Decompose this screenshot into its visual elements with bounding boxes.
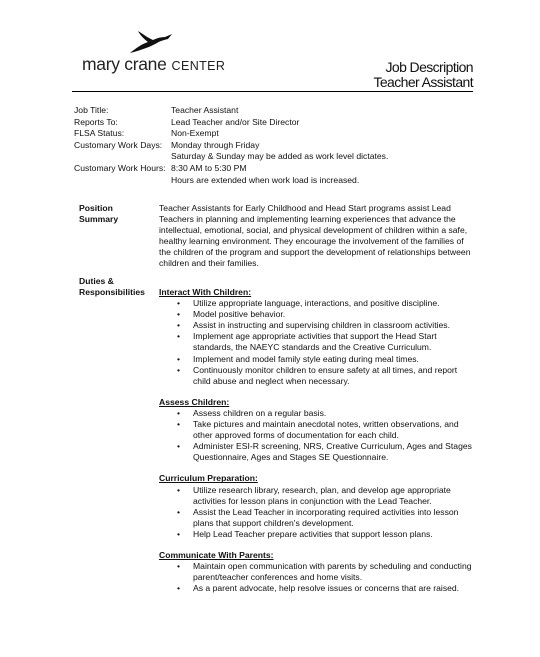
duty-section-title: Assess Children: xyxy=(159,396,230,407)
duty-bullets xyxy=(159,298,474,387)
duty-item: • Take pictures and maintain anecdotal notes, written observations, and other approved forms of documentation for each child. xyxy=(159,419,474,441)
duty-item: • Administer ESI-R screening, NRS, Creative Curriculum, Ages and Stages Questionnaire, Ages and Stages SE Questionnaire. xyxy=(159,441,474,463)
duty-bullets xyxy=(159,561,474,594)
crane-icon xyxy=(128,30,174,54)
position-summary-heading-line2: Summary xyxy=(79,214,119,225)
duty-item: • As a parent advocate, help resolve issues or concerns that are raised. xyxy=(159,583,474,594)
duty-section-parents xyxy=(159,550,474,594)
duty-item: • Assist the Lead Teacher in incorporating required activities into lesson plans that support children's development. xyxy=(159,507,474,529)
duty-section-curriculum xyxy=(159,473,474,540)
info-value: Saturday & Sunday may be added as work level dictates. xyxy=(171,151,389,162)
duty-item: • Help Lead Teacher prepare activities that support lesson plans. xyxy=(159,529,474,540)
info-value: Monday through Friday xyxy=(171,139,260,150)
info-label: FLSA Status: xyxy=(74,128,125,139)
position-summary-heading xyxy=(79,203,118,225)
duty-item: • Implement and model family style eating during meal times. xyxy=(159,354,474,365)
duty-section-title: Interact With Children: xyxy=(159,287,252,297)
info-row xyxy=(74,175,388,187)
info-row xyxy=(74,128,388,140)
info-value: Hours are extended when work load is increased. xyxy=(171,174,360,185)
logo-text xyxy=(82,54,225,75)
duty-item: • Utilize research library, research, plan, and develop age appropriate activities for lesson plans in conjunction with the Lead Teacher. xyxy=(159,485,474,507)
duty-item: • Continuously monitor children to ensure safety at all times, and report child abuse and neglect when necessary. xyxy=(159,365,474,387)
document-title xyxy=(373,60,473,90)
job-info xyxy=(74,105,388,186)
duty-bullets xyxy=(159,408,474,463)
duty-bullets xyxy=(159,485,474,540)
info-row xyxy=(74,105,388,117)
info-label xyxy=(74,175,171,187)
info-label xyxy=(74,151,171,163)
info-label: Customary Work Hours: xyxy=(74,162,166,173)
logo xyxy=(82,30,226,74)
document-title-line2: Teacher Assistant xyxy=(373,74,473,90)
duty-item: • Implement age appropriate activities that support the Head Start standards, the NAEYC standards and the Creative Curriculum. xyxy=(159,331,474,353)
duties-heading xyxy=(79,276,145,298)
position-summary-heading-line1: Position xyxy=(79,203,113,213)
info-row xyxy=(74,140,388,152)
info-value: Lead Teacher and/or Site Director xyxy=(171,116,300,127)
info-value: Teacher Assistant xyxy=(171,105,239,115)
duty-section-interact xyxy=(159,287,474,387)
logo-text-main: mary crane xyxy=(82,54,167,74)
duty-section-title: Curriculum Preparation: xyxy=(159,473,258,484)
info-value: Non-Exempt xyxy=(171,128,219,139)
duty-item: • Assist in instructing and supervising children in classroom activities. xyxy=(159,320,474,331)
duty-item: • Model positive behavior. xyxy=(159,309,474,320)
info-row xyxy=(74,117,388,129)
duties-heading-line2: Responsibilities xyxy=(79,287,145,298)
position-summary-text: Teacher Assistants for Early Childhood and Head Start programs assist Lead Teachers in planning and implementing learning experiences that advance the intellectual, emotional, social, and physical development of children within a safe, healthy learning environment. They encourage the involvement of the families of the children of the program and support the development of relationships between children and their families. xyxy=(159,203,471,269)
duty-item: • Utilize appropriate language, interactions, and positive discipline. xyxy=(159,298,474,309)
info-label: Reports To: xyxy=(74,116,118,127)
document-title-line1: Job Description xyxy=(385,59,473,75)
duties-heading-line1: Duties & xyxy=(79,276,114,286)
duty-section-assess xyxy=(159,397,474,464)
info-label: Customary Work Days: xyxy=(74,139,163,150)
duties-list xyxy=(159,287,474,594)
header-divider xyxy=(72,91,473,92)
info-row xyxy=(74,151,388,163)
duty-section-title: Communicate With Parents: xyxy=(159,549,274,560)
duty-item: • Maintain open communication with parents by scheduling and conducting parent/teacher conferences and home visits. xyxy=(159,561,474,583)
logo-text-sub: CENTER xyxy=(171,59,226,73)
info-value: 8:30 AM to 5:30 PM xyxy=(171,162,247,173)
info-row xyxy=(74,163,388,175)
duty-item: • Assess children on a regular basis. xyxy=(159,408,474,419)
info-label: Job Title: xyxy=(74,105,109,115)
